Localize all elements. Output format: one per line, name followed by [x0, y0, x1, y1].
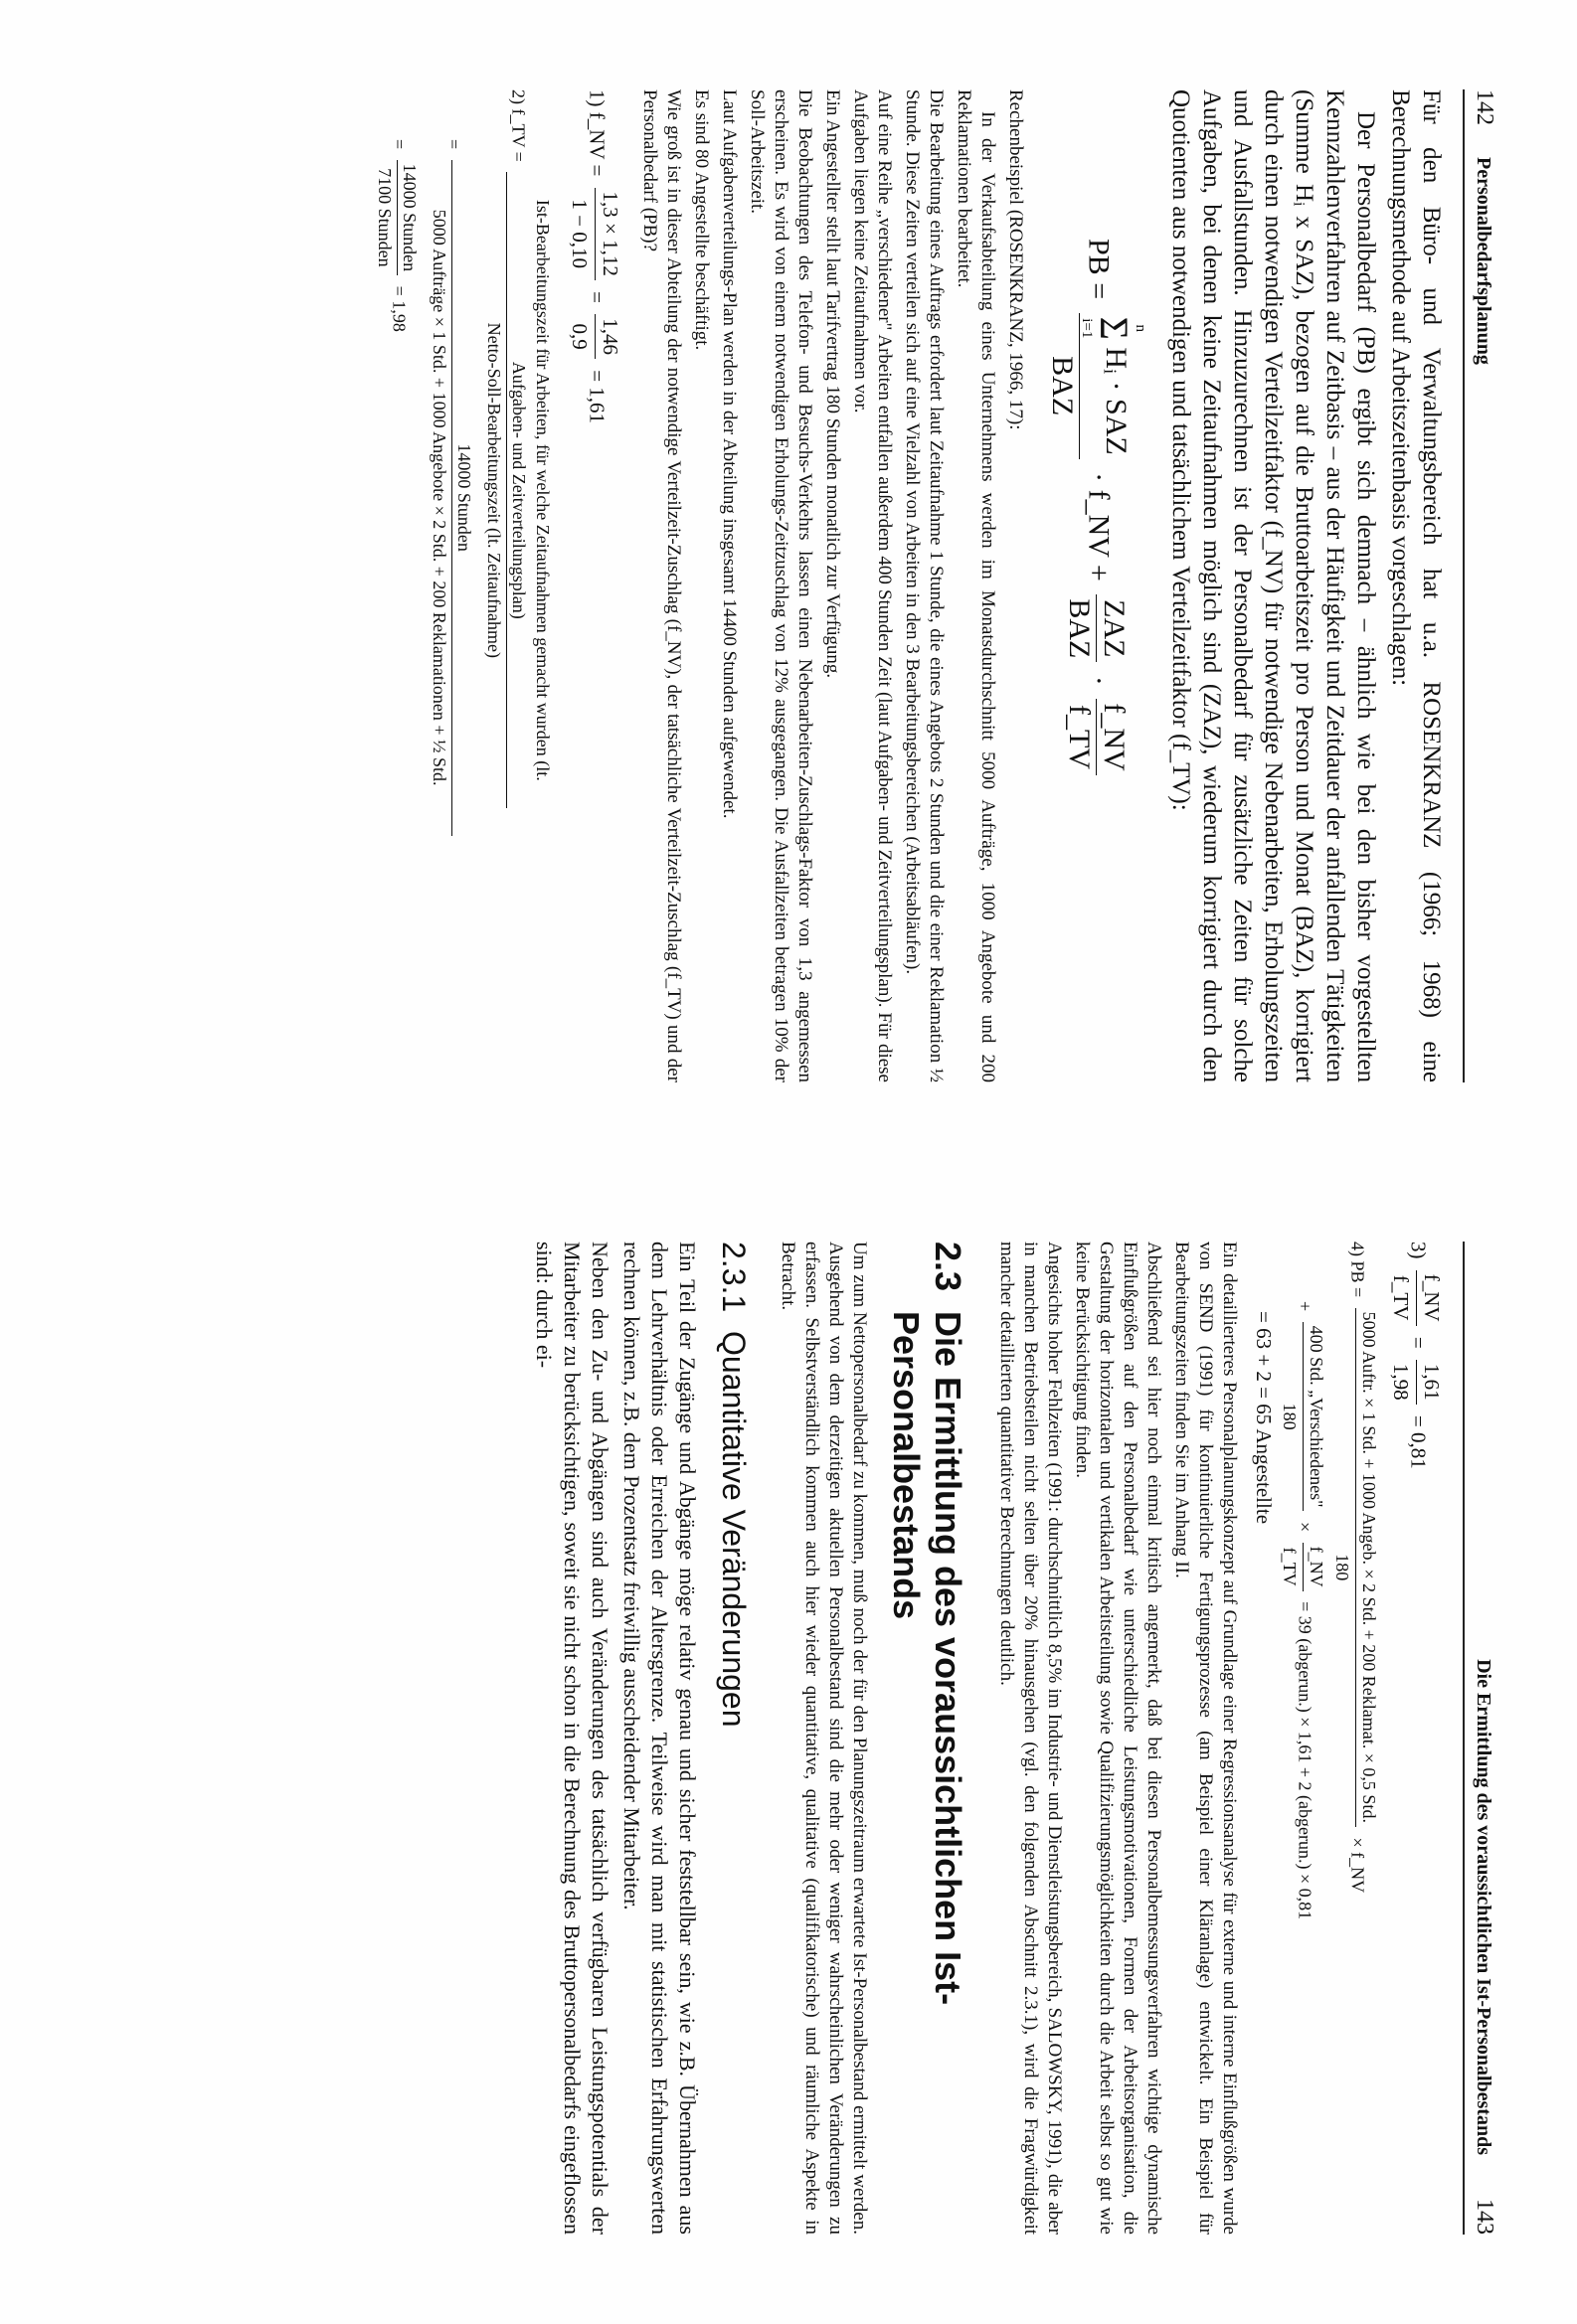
calc-label: 3)	[1406, 1242, 1431, 1259]
example-paragraph: In der Verkaufsabteilung eines Unternehmens werden im Monatsdurchschnitt 5000 Aufträge, 1000 Angebote und 200 Reklamationen bearbeitet.	[954, 89, 998, 1082]
running-head-right	[1463, 1242, 1497, 2235]
calc-fraction	[1329, 1308, 1382, 1827]
calc-fraction	[482, 172, 555, 808]
fraction-numerator: 1,46	[595, 314, 625, 359]
fraction-numerator: 1,61	[1416, 1360, 1447, 1405]
section-heading	[885, 1242, 968, 2235]
calc-fraction	[428, 160, 476, 836]
calc-pb	[1251, 1242, 1382, 2235]
calc-result: = 0,81	[1406, 1414, 1431, 1469]
example-paragraph: Ein Angestellter stellt laut Tarifvertrag 180 Stunden monatlich zur Verfügung.	[822, 89, 843, 679]
calc-fraction	[1386, 1270, 1447, 1326]
paragraph: Der Personalbedarf (PB) ergibt sich demnach – ähnlich wie bei den bisher vorgestellten Kennzahlenverfahren auf Zeitbasis – aus der Häufigkeit und Zeitdauer der anfallenden Tätigkeiten (Summe Hᵢ x SAZ), bezogen auf die Bruttoarbeitszeit pro Person und Monat (BAZ), korrigiert durch einen notwendigen Verteilzeitfaktor (f_NV) für notwendige Nebenarbeiten, Erholungszeiten und Ausfallstunden. Hinzuzurechnen ist der Personalbedarf für zusätzliche Zeiten für solche Aufgaben, bei denen keine Zeitaufnahmen möglich sind (ZAZ), wiederum korrigiert durch den Quotienten aus notwendigen und tatsächlichem Verteilzeitfaktor (f_TV):	[1167, 89, 1379, 1082]
equals: =	[1406, 1336, 1431, 1349]
fraction-denominator: 7100 Stunden	[375, 168, 395, 267]
fraction-denominator: f_TV	[1389, 1274, 1413, 1321]
calc-tail: = 39 (abgerun.) × 1,61 + 2 (abgerun.) × 0,81	[1295, 1601, 1315, 1920]
paragraph: Abschließend sei hier noch einmal kritisch angemerkt, daß bei diesen Personalbemessungsverfahren wichtige dynamische Einflußgrößen auf den Personalbedarf wie unterschiedliche Leistungsmotivationen, Formen der Arbeitsorganisation, die Gestaltung der horizontalen und vertikalen Arbeitsteilung sowie Qualifizierungsmöglichkeiten durch die Arbeit selbst so gut wie keine Berücksichtigung finden.	[1072, 1242, 1164, 2235]
calc-fnv	[565, 89, 625, 1082]
formula-mult2: ·	[1082, 675, 1116, 686]
calc-operator: × f_NV	[1347, 1837, 1368, 1894]
calc-result: = 63 + 2 = 65 Angestellte	[1252, 1311, 1276, 1525]
fraction-denominator: 180	[1332, 1554, 1352, 1581]
fraction-numerator: 1,3 × 1,12	[595, 188, 625, 280]
fraction-numerator: 14000 Stunden	[397, 160, 422, 276]
sigma-symbol	[1080, 317, 1147, 340]
formula-mult1: · f_NV +	[1082, 472, 1116, 581]
calc-result: = 1,98	[389, 285, 410, 332]
calc-fraction	[1277, 1322, 1329, 1512]
example-paragraph: Die Beobachtungen des Telefon- und Besuchs-Verkehrs lassen einen Nebenarbeiten-Zuschlags-Faktor von 1,3 angemessen erscheinen. Es wird von einem notwendigen Erholungs-Zeitzuschlag von 12% ausgegangen. Die Ausfallzeiten betragen 10% der Soll-Arbeitszeit.	[747, 89, 815, 1082]
calc-result: = 1,61	[585, 370, 610, 424]
calc-fraction	[565, 314, 625, 359]
paragraph: Um zum Nettopersonalbedarf zu kommen, muß noch der für den Planungszeitraum erwartete Ist-Personalbestand ermittelt werden. Ausgehend von dem derzeitigen aktuellen Personalbestand sind die mehr oder weniger wahrscheinlichen Veränderungen zu erfassen. Selbstverständlich kommen auch hier wieder quantitative, qualitative (qualifikatorische) und räumliche Aspekte in Betracht.	[778, 1242, 870, 2235]
section-number: 2.3	[928, 1242, 968, 1292]
calc-fraction	[373, 160, 422, 276]
calc-operator: +	[1295, 1301, 1315, 1312]
equals: =	[443, 139, 464, 150]
term2-numerator: ZAZ	[1096, 594, 1131, 662]
calc-fraction	[565, 188, 625, 280]
subsection-heading	[715, 1242, 752, 2235]
running-head-left	[1463, 89, 1497, 1082]
paragraph: Ein detaillierteres Personalplanungskonzept auf Grundlage einer Regressionsanalyse für externe und interne Einflußgrößen wurde von SEND (1991) für kontinuierliche Fertigungsprozesse (am Beispiel einer Kläranlage) entwickelt. Ein Beispiel für Bearbeitungszeiten finden Sie im Anhang II.	[1171, 1242, 1240, 2235]
fraction-denominator: 5000 Aufträge × 1 Std. + 1000 Angebote × 2 Std. + 200 Reklamationen + ½ Std.	[430, 209, 449, 786]
sigma-top: n	[1133, 324, 1148, 333]
fraction-numerator: 14000 Stunden	[451, 160, 476, 836]
fraction-denominator: 1 − 0,10	[568, 199, 592, 268]
equals: =	[585, 291, 610, 303]
term3-denominator: f_TV	[1063, 705, 1096, 769]
fraction-numerator: 5000 Auftr. × 1 Std. + 1000 Angeb. × 2 Std. + 200 Reklamat. × 0,5 Std.	[1355, 1308, 1382, 1827]
term2-denominator: BAZ	[1063, 598, 1096, 659]
example-paragraph: Laut Aufgabenverteilungs-Plan werden in der Abteilung insgesamt 14400 Stunden aufgewendet.	[719, 89, 740, 819]
fraction-denominator: 0,9	[568, 323, 592, 350]
right-page	[0, 1162, 1577, 2324]
term1-numerator: Hᵢ · SAZ	[1100, 347, 1134, 455]
calc-label: 4) PB =	[1347, 1242, 1368, 1298]
paragraph: Für den Büro- und Verwaltungsbereich hat u.a. ROSENKRANZ (1966; 1968) eine Berechnungsmethode auf Arbeitszeitenbasis vorgeschlagen:	[1387, 89, 1445, 1082]
fraction-numerator: f_NV	[1416, 1270, 1447, 1326]
section-title: Die Ermittlung des voraussichtlichen Ist-Personalbestands	[886, 1311, 968, 2006]
page-number: 142	[1472, 89, 1497, 125]
subsection-title: Quantitative Veränderungen	[716, 1331, 752, 1728]
paragraph: Angesichts hoher Fehlzeiten (1991: durchschnittlich 8,5% im Industrie- und Dienstleistungsbereich, SALOWSKY, 1991), die aber in manchen Betriebsteilen nicht selten über 20% hinausgehen (vgl. den folgenden Abschnitt 2.3.1), wird die Fragwürdigkeit mancher detaillierten quantitativer Berechnungen deutlich.	[996, 1242, 1065, 2235]
calc-operator: ×	[1295, 1521, 1315, 1533]
formula-term3	[1062, 699, 1131, 774]
page-number: 143	[1472, 2199, 1497, 2235]
fraction-numerator: f_NV	[1303, 1543, 1329, 1591]
running-head-title: Personalbedarfsplanung	[1473, 157, 1494, 365]
sigma-bottom: i=1	[1079, 318, 1095, 339]
calc-label: 1) f_NV =	[585, 89, 610, 177]
equals: =	[389, 139, 410, 150]
fraction-denominator: Netto-Soll-Bearbeitungszeit (lt. Zeitaufnahme)	[484, 322, 504, 658]
example-paragraph: Auf eine Reihe „verschiedener" Arbeiten entfallen außerdem 400 Stunden Zeit (laut Aufgaben- und Zeitverteilungsplan). Für diese Aufgaben liegen keine Zeitaufnahmen vor.	[850, 89, 895, 1082]
paragraph: Ein Teil der Zugänge und Abgänge möge relativ genau und sicher feststellbar sein, wie z.B. Übernahmen aus dem Lehrverhältnis oder Erreichen der Altersgrenze. Teilweise wird man mit statistischen Erfahrungswerten rechnen können, z.B. dem Prozentsatz freiwillig ausscheidender Mitarbeiter.	[619, 1242, 700, 2235]
running-head-title: Die Ermittlung des voraussichtlichen Ist-Personalbestands	[1473, 1659, 1494, 2155]
paragraph: Neben den Zu- und Abgängen sind auch Veränderungen des tatsächlich verfügbaren Leistungspotentials der Mitarbeiter zu berücksichtigen, soweit sie nicht schon in die Berechnung des Bruttopersonalbedarfs eingeflossen sind: durch ei-	[532, 1242, 613, 2235]
subsection-number: 2.3.1	[716, 1242, 752, 1313]
calc-fraction	[1386, 1360, 1447, 1405]
calc-ftv	[373, 89, 555, 1082]
calc-label: 2) f_TV =	[508, 89, 529, 162]
formula-lhs: PB =	[1082, 239, 1116, 300]
calc-fraction	[1277, 1543, 1329, 1591]
example-paragraph: Wie groß ist in dieser Abteilung der notwendige Verteilzeit-Zuschlag (f_NV), der tatsächliche Verteilzeit-Zuschlag (f_TV) und der Personalbedarf (PB)?	[639, 89, 684, 1082]
example-paragraph: Es sind 80 Angestellte beschäftigt.	[691, 89, 712, 351]
calc-ratio	[1386, 1242, 1447, 2235]
fraction-denominator: 1,98	[1389, 1363, 1413, 1401]
pb-formula	[1045, 239, 1147, 1082]
formula-term2	[1062, 594, 1131, 662]
sigma: Σ	[1092, 316, 1137, 340]
fraction-numerator: 400 Std. „Verschiedenes"	[1303, 1322, 1329, 1512]
formula-term1	[1045, 313, 1147, 459]
fraction-denominator: 180	[1280, 1403, 1300, 1430]
term1-denominator: BAZ	[1046, 356, 1079, 416]
example-paragraph: Die Bearbeitung eines Auftrags erfordert laut Zeitaufnahme 1 Stunde, die eines Angebots 2 Stunden und die einer Reklamation ½ Stunde. Diese Zeiten verteilen sich auf eine Vielzahl von Arbeiten in den 3 Bearbeitungsbereichen (Arbeitsabläufen).	[902, 89, 947, 1082]
term3-numerator: f_NV	[1096, 699, 1131, 774]
fraction-denominator: f_TV	[1280, 1547, 1300, 1586]
example-heading: Rechenbeispiel (ROSENKRANZ, 1966, 17):	[1005, 89, 1026, 430]
fraction-numerator: Ist-Bearbeitungszeit für Arbeiten, für welche Zeitaufnahmen gemacht wurden (lt. Aufgaben- und Zeitverteilungsplan)	[506, 172, 555, 808]
